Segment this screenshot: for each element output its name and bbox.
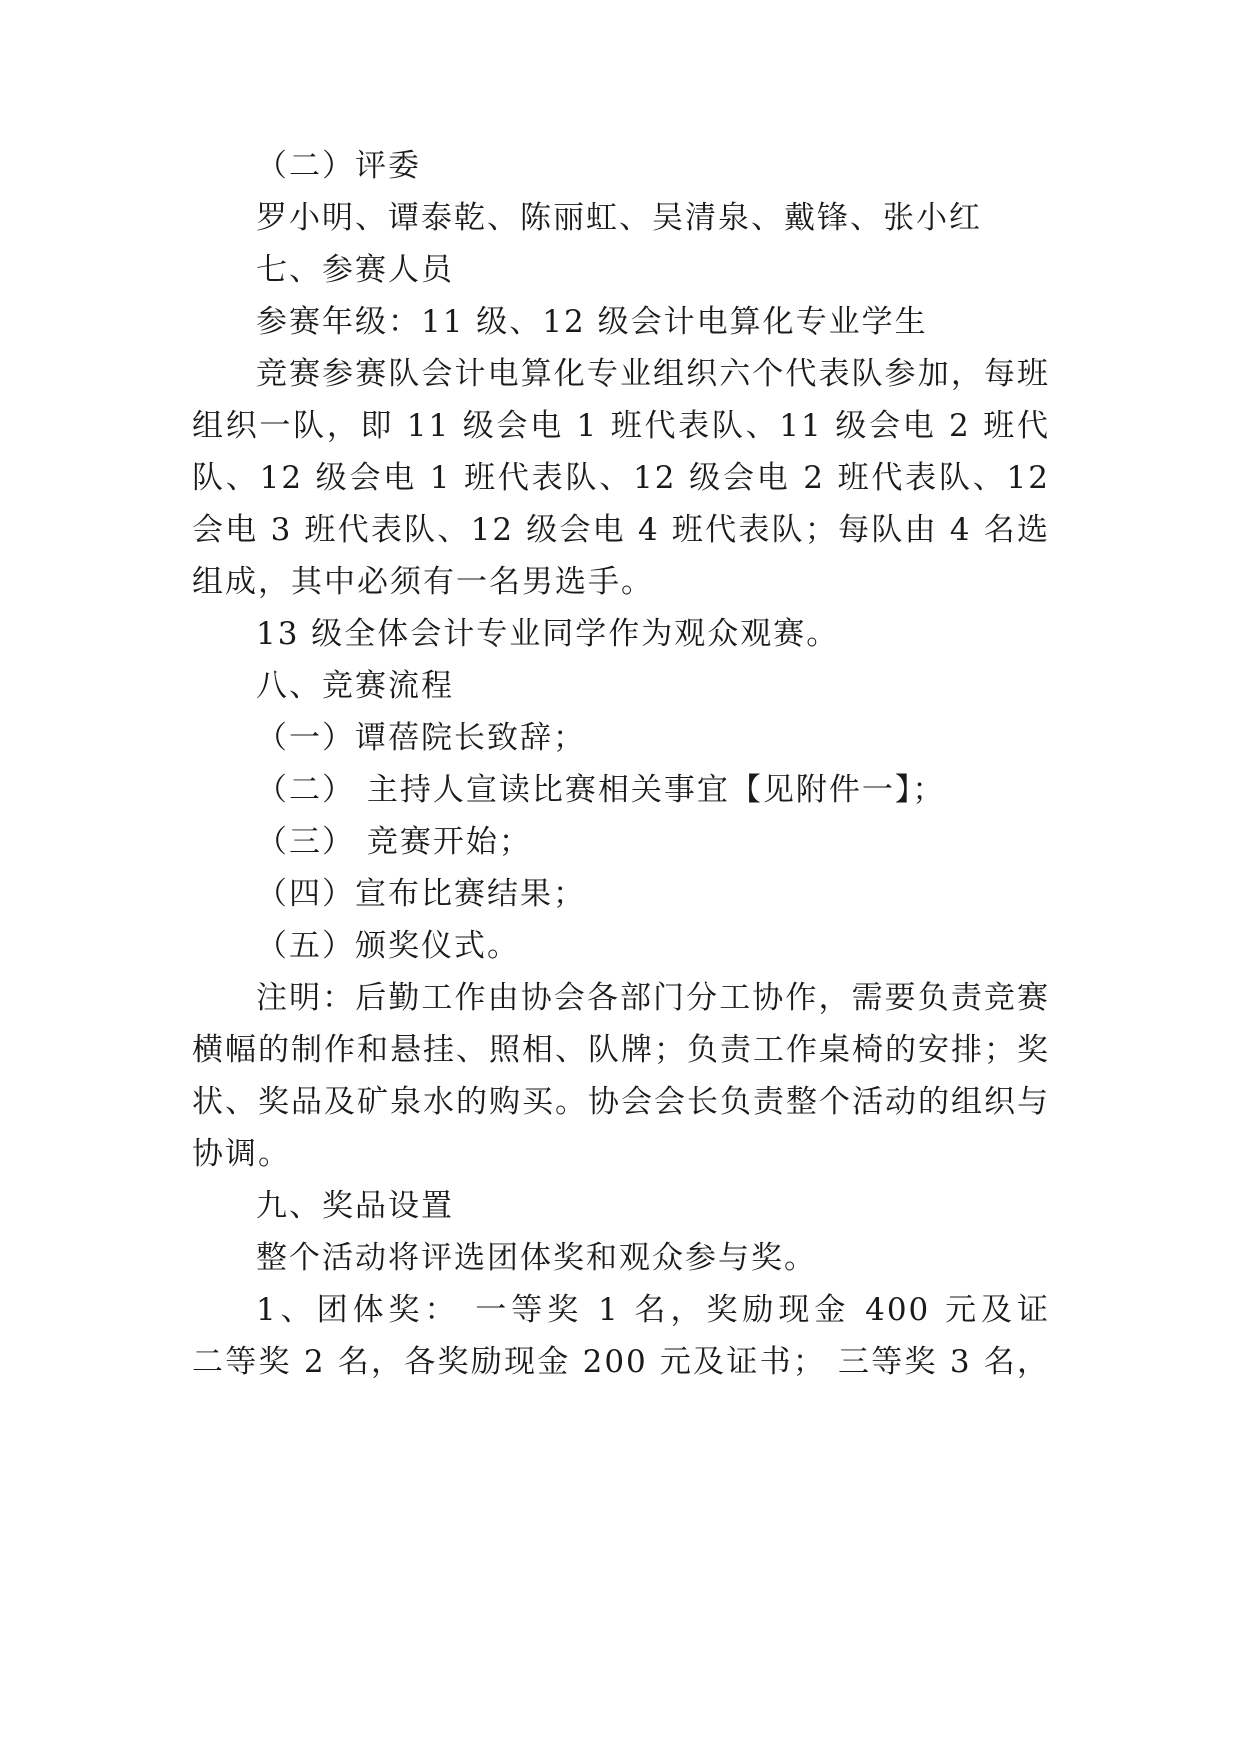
paragraph-line: 1、团体奖： 一等奖 1 名，奖励现金 400 元及证 xyxy=(256,1292,1050,1328)
paragraph-line: 参赛年级：11 级、12 级会计电算化专业学生 xyxy=(256,304,928,340)
paragraph-line: 注明：后勤工作由协会各部门分工协作，需要负责竞赛 xyxy=(256,980,1050,1016)
paragraph-line: 横幅的制作和悬挂、照相、队牌；负责工作桌椅的安排；奖 xyxy=(192,1032,1050,1068)
paragraph-line: 协调。 xyxy=(192,1136,291,1172)
list-item: （二） 主持人宣读比赛相关事宜【见附件一】； xyxy=(256,772,946,808)
paragraph-line: 整个活动将评选团体奖和观众参与奖。 xyxy=(256,1240,817,1276)
paragraph-line: 会电 3 班代表队、12 级会电 4 班代表队；每队由 4 名选 xyxy=(192,512,1050,548)
list-item: （一）谭蓓院长致辞； xyxy=(256,720,586,756)
paragraph-line: 竞赛参赛队会计电算化专业组织六个代表队参加，每班 xyxy=(256,356,1050,392)
paragraph-line: 组成，其中必须有一名男选手。 xyxy=(192,564,654,600)
paragraph-line: 二等奖 2 名，各奖励现金 200 元及证书； 三等奖 3 名， xyxy=(192,1344,1050,1380)
section-heading-procedure: 八、竞赛流程 xyxy=(256,668,454,704)
paragraph-line: 状、奖品及矿泉水的购买。协会会长负责整个活动的组织与 xyxy=(192,1084,1050,1120)
paragraph-line: 组织一队，即 11 级会电 1 班代表队、11 级会电 2 班代 xyxy=(192,408,1050,444)
list-item: （四）宣布比赛结果； xyxy=(256,876,586,912)
paragraph-line: 13 级全体会计专业同学作为观众观赛。 xyxy=(256,616,840,652)
paragraph-line: 队、12 级会电 1 班代表队、12 级会电 2 班代表队、12 xyxy=(192,460,1050,496)
section-heading-participants: 七、参赛人员 xyxy=(256,252,454,288)
list-item: （三） 竞赛开始； xyxy=(256,824,532,860)
section-heading-prizes: 九、奖品设置 xyxy=(256,1188,454,1224)
list-item: （五）颁奖仪式。 xyxy=(256,928,520,964)
section-heading-judges: （二）评委 xyxy=(256,148,421,184)
paragraph-line: 罗小明、谭泰乾、陈丽虹、吴清泉、戴锋、张小红 xyxy=(256,200,982,236)
